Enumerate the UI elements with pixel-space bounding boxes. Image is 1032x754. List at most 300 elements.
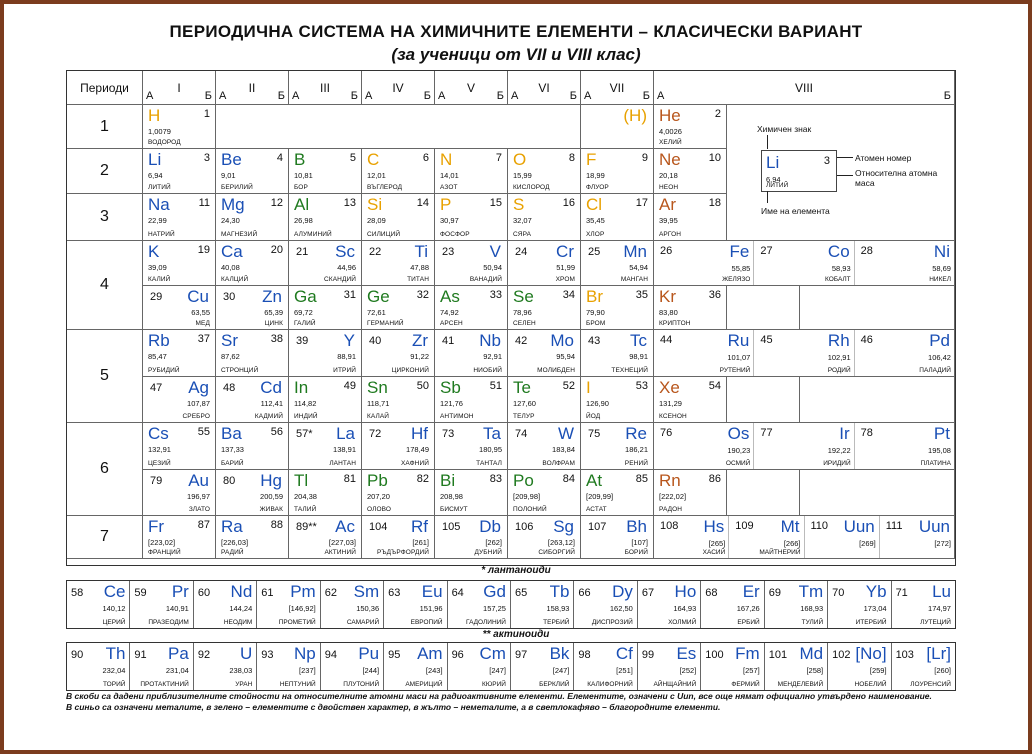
element-name: ПРОМЕТИЙ xyxy=(278,619,316,626)
element-symbol: O xyxy=(513,150,527,169)
element-name: ХОЛМИЙ xyxy=(668,619,697,626)
element-symbol: Ho xyxy=(674,582,697,601)
element-cell-rf xyxy=(362,516,435,559)
element-mass: 208,98 xyxy=(440,492,463,501)
element-name: ХАФНИЙ xyxy=(400,460,429,467)
element-mass: 20,18 xyxy=(659,171,678,180)
element-symbol: Mt xyxy=(780,517,800,536)
element-number: 95 xyxy=(388,649,401,661)
element-symbol: Md xyxy=(799,644,824,663)
element-symbol: Ti xyxy=(414,242,428,261)
element-name: ЕРБИЙ xyxy=(737,619,760,626)
element-cell-co xyxy=(753,241,853,285)
element-name: ЖИВАК xyxy=(259,506,283,513)
element-symbol: Ta xyxy=(483,424,501,443)
element-cell-be xyxy=(216,149,289,194)
element-cell-kr xyxy=(654,286,727,330)
element-number: 67 xyxy=(641,587,655,599)
subgroup-b-label: Б xyxy=(642,90,650,102)
element-mass: 190,23 xyxy=(727,446,751,455)
element-name: СИЛИЦИЙ xyxy=(367,231,401,238)
element-symbol: Ir xyxy=(839,424,850,443)
element-cell-ra xyxy=(216,516,289,559)
element-name: ВОДОРОД xyxy=(148,139,181,146)
element-number: 59 xyxy=(134,587,147,599)
element-number: 4 xyxy=(276,152,283,164)
element-name: АМЕРИЦИЙ xyxy=(405,681,443,688)
element-mass: [244] xyxy=(362,666,380,675)
element-cell-ba xyxy=(216,423,289,470)
element-name: ИТЕРБИЙ xyxy=(855,619,887,626)
element-number: 75 xyxy=(588,428,601,440)
element-cell-cm xyxy=(448,643,511,690)
element-mass: 173,04 xyxy=(863,604,887,613)
element-cell-zr xyxy=(362,330,435,377)
element-number: 60 xyxy=(197,587,211,599)
element-symbol: C xyxy=(367,150,380,169)
element-cell-md xyxy=(765,643,828,690)
element-cell-lr xyxy=(892,643,955,690)
element-cell-uun xyxy=(804,516,879,558)
element-symbol: Es xyxy=(676,644,697,663)
element-cell-rb xyxy=(143,330,216,377)
element-mass: [266] xyxy=(783,539,801,548)
element-number: 86 xyxy=(708,473,721,485)
element-cell-bh xyxy=(581,516,654,559)
element-mass: 88,91 xyxy=(337,352,356,361)
element-name: ТЕХНЕЦИЙ xyxy=(611,367,648,374)
element-mass: 126,90 xyxy=(586,399,609,408)
element-symbol: Tc xyxy=(630,331,647,350)
element-number: 106 xyxy=(515,521,534,533)
element-mass: 112,41 xyxy=(260,399,283,408)
element-symbol: Zn xyxy=(262,287,282,306)
element-name: РЪДЪРФОРДИЙ xyxy=(376,549,429,556)
element-cell-tl xyxy=(289,470,362,516)
element-name: ЦИНК xyxy=(264,320,283,327)
element-mass: [257] xyxy=(743,666,760,675)
element-name: МАГНЕЗИЙ xyxy=(221,231,258,238)
element-symbol: Si xyxy=(367,195,383,214)
element-name: РАДИЙ xyxy=(221,549,244,556)
element-cell-h xyxy=(581,105,654,149)
element-mass: [237] xyxy=(299,666,316,675)
element-number: 28 xyxy=(860,245,873,257)
element-symbol: Mg xyxy=(221,195,245,214)
element-symbol: Bh xyxy=(626,517,647,536)
element-number: 45 xyxy=(760,334,773,346)
element-cell-es xyxy=(638,643,701,690)
element-cell-o xyxy=(508,149,581,194)
element-symbol: Hs xyxy=(703,517,725,536)
element-mass: 39,09 xyxy=(148,263,167,272)
period-6: 6 xyxy=(67,423,143,516)
element-number: 58 xyxy=(71,587,84,599)
element-number: 57* xyxy=(296,428,313,440)
element-mass: [243] xyxy=(425,666,443,675)
element-number: 68 xyxy=(705,587,718,599)
element-name: АКТИНИЙ xyxy=(324,549,356,556)
element-symbol: Br xyxy=(586,287,603,306)
element-symbol: Rf xyxy=(411,517,428,536)
element-number: 102 xyxy=(832,649,851,661)
element-number: 7 xyxy=(495,152,502,164)
element-symbol: Tb xyxy=(549,582,570,601)
element-mass: 196,97 xyxy=(187,492,210,501)
element-mass: 54,94 xyxy=(629,263,648,272)
element-name: ГАДОЛИНИЙ xyxy=(465,619,506,626)
element-mass: [226,03] xyxy=(221,538,249,547)
element-cell-sm xyxy=(321,581,384,628)
element-symbol: Eu xyxy=(421,582,443,601)
element-number: 37 xyxy=(197,333,210,345)
element-number: 89** xyxy=(296,521,317,533)
element-name: АЗОТ xyxy=(440,184,458,191)
element-cell-te xyxy=(508,377,581,423)
element-cell-sr xyxy=(216,330,289,377)
element-symbol: Rn xyxy=(659,471,681,490)
element-number: 55 xyxy=(197,426,210,438)
element-mass: 92,91 xyxy=(483,352,502,361)
element-mass: 95,94 xyxy=(556,352,575,361)
period-4: 4 xyxy=(67,241,143,330)
element-name: ТАЛИЙ xyxy=(294,506,317,513)
element-number: 35 xyxy=(635,289,648,301)
element-number: 85 xyxy=(635,473,648,485)
element-symbol: Rb xyxy=(148,331,170,350)
element-symbol: Xe xyxy=(659,378,680,397)
element-number: 44 xyxy=(660,334,673,346)
element-mass: 78,96 xyxy=(513,308,532,317)
element-name: ДИСПРОЗИЙ xyxy=(591,619,633,626)
element-cell-v xyxy=(435,241,508,286)
element-cell-db xyxy=(435,516,508,559)
element-name: ПОЛОНИЙ xyxy=(513,506,547,513)
element-number: 34 xyxy=(562,289,575,301)
element-symbol: Y xyxy=(343,331,355,350)
subgroup-a-label: А xyxy=(219,90,227,102)
element-name: СРЕБРО xyxy=(182,413,210,420)
element-cell-at xyxy=(581,470,654,516)
element-name: ИТРИЙ xyxy=(333,367,356,374)
triad-row-5 xyxy=(654,241,955,286)
element-mass: [258] xyxy=(806,666,824,675)
element-cell-pd xyxy=(854,330,954,376)
element-mass: [222,02] xyxy=(659,492,687,501)
element-name: ФЛУОР xyxy=(586,184,609,191)
triad-row-9 xyxy=(654,423,955,470)
element-cell-al xyxy=(289,194,362,241)
element-cell-w xyxy=(508,423,581,470)
element-mass: 6,94 xyxy=(148,171,163,180)
element-cell-cf xyxy=(574,643,637,690)
element-name: СИБОРГИЙ xyxy=(538,549,575,556)
empty-cell xyxy=(800,377,955,423)
element-name: ОСМИЙ xyxy=(725,460,751,467)
element-number: 26 xyxy=(660,245,673,257)
footnotes xyxy=(66,691,966,713)
element-number: 43 xyxy=(588,335,601,347)
element-name: ЕВРОПИЙ xyxy=(410,619,443,626)
element-symbol: Cu xyxy=(187,287,209,306)
element-name: КОБАЛТ xyxy=(825,276,851,283)
subgroup-a-label: А xyxy=(146,90,154,102)
element-number: 23 xyxy=(442,246,455,258)
element-symbol: Pa xyxy=(168,644,189,663)
element-symbol: At xyxy=(586,471,603,490)
element-name: СКАНДИЙ xyxy=(324,276,356,283)
element-mass: [259] xyxy=(869,666,887,675)
element-symbol: Ar xyxy=(659,195,676,214)
page-title: ПЕРИОДИЧНА СИСТЕМА НА ХИМИЧНИТЕ ЕЛЕМЕНТИ – КЛАСИЧЕСКИ ВАРИАНТ xyxy=(169,22,863,41)
element-mass: 157,25 xyxy=(483,604,506,613)
element-mass: [263,12] xyxy=(547,538,575,547)
element-symbol: P xyxy=(440,195,452,214)
footnote-colors: В синьо са означени металите, в зелено – елементите с двойствен характер, в жълто – неметалите, а в светлокафяво – благородните елементи. xyxy=(66,702,721,712)
element-symbol: As xyxy=(440,287,460,306)
element-mass: 127,60 xyxy=(513,399,536,408)
element-symbol: Re xyxy=(625,424,647,443)
element-number: 1 xyxy=(203,108,210,120)
element-mass: 26,98 xyxy=(294,216,313,225)
element-mass: 87,62 xyxy=(221,352,240,361)
page-subtitle: (за ученици от VII и VIII клас) xyxy=(391,45,641,64)
element-mass: 58,93 xyxy=(831,264,851,273)
element-cell-ir xyxy=(753,423,853,469)
element-cell-po xyxy=(508,470,581,516)
element-number: 22 xyxy=(369,246,382,258)
element-number: 40 xyxy=(369,335,382,347)
group-number: I xyxy=(177,81,181,95)
element-cell-h xyxy=(143,105,216,149)
element-cell-as xyxy=(435,286,508,330)
actinides-label: ** актиноиди xyxy=(482,629,550,640)
element-symbol: Pm xyxy=(290,582,316,601)
legend-pointer-line xyxy=(837,175,853,176)
element-number: 17 xyxy=(635,197,648,209)
element-cell-b xyxy=(289,149,362,194)
element-symbol: Ra xyxy=(221,517,243,536)
element-symbol: Pr xyxy=(171,582,189,601)
element-cell-mg xyxy=(216,194,289,241)
group-number: VI xyxy=(538,81,550,95)
subgroup-a-label: А xyxy=(657,90,665,102)
element-name: ТЕРБИЙ xyxy=(543,619,570,626)
group-header-II xyxy=(216,71,289,105)
subgroup-b-label: Б xyxy=(350,90,358,102)
element-number: 90 xyxy=(71,649,84,661)
element-symbol: N xyxy=(440,150,453,169)
element-mass: 30,97 xyxy=(440,216,459,225)
element-number: 38 xyxy=(270,333,283,345)
legend-symbol-label: Химичен знак xyxy=(757,124,812,134)
element-number: 93 xyxy=(261,649,274,661)
element-mass: 106,42 xyxy=(928,353,951,362)
element-number: 84 xyxy=(562,473,575,485)
element-number: 11 xyxy=(198,197,210,209)
element-symbol: Cf xyxy=(615,644,633,663)
element-name: КАДМИЙ xyxy=(254,413,283,420)
element-name: ВОЛФРАМ xyxy=(542,460,575,467)
element-cell-k xyxy=(143,241,216,286)
element-name: НИКЕЛ xyxy=(929,276,951,283)
element-cell-yb xyxy=(828,581,891,628)
element-cell-s xyxy=(508,194,581,241)
element-mass: [272] xyxy=(934,539,951,548)
element-cell-uun xyxy=(879,516,954,558)
element-mass: 50,94 xyxy=(483,263,502,272)
element-name: БЕРИЛИЙ xyxy=(221,184,253,191)
element-mass: 58,69 xyxy=(932,264,951,273)
element-name: КАЛИФОРНИЙ xyxy=(587,681,633,688)
element-symbol: In xyxy=(294,378,309,397)
element-number: 10 xyxy=(708,152,721,164)
element-name: НАТРИЙ xyxy=(148,231,175,238)
element-cell-gd xyxy=(448,581,511,628)
element-name: ПРАЗЕОДИМ xyxy=(148,619,189,626)
element-mass: 51,99 xyxy=(556,263,575,272)
element-mass: 74,92 xyxy=(440,308,459,317)
element-number: 39 xyxy=(296,335,309,347)
element-symbol: W xyxy=(557,424,574,443)
element-cell-nb xyxy=(435,330,508,377)
element-name: ЦЕЗИЙ xyxy=(148,460,171,467)
element-symbol: Ga xyxy=(294,287,317,306)
element-symbol: Os xyxy=(727,424,750,443)
element-name: КРИПТОН xyxy=(659,320,691,327)
element-cell-sb xyxy=(435,377,508,423)
empty-cell xyxy=(727,470,800,516)
element-name: ПЛУТОНИЙ xyxy=(343,681,380,688)
element-name: РЕНИЙ xyxy=(624,460,648,467)
element-number: 16 xyxy=(562,197,575,209)
actinides-row xyxy=(66,642,956,691)
element-cell-ag xyxy=(143,377,216,423)
element-mass: 162,50 xyxy=(609,604,633,613)
element-symbol: Db xyxy=(479,517,501,536)
element-number: 5 xyxy=(349,152,356,164)
element-number: 91 xyxy=(134,649,147,661)
element-symbol: Sc xyxy=(335,242,355,261)
element-symbol: Ca xyxy=(221,242,243,261)
element-symbol: Pt xyxy=(933,424,950,443)
element-mass: [262] xyxy=(485,538,502,547)
element-symbol: Se xyxy=(513,287,534,306)
element-symbol: Mo xyxy=(550,331,574,350)
group-number: VIII xyxy=(794,81,813,95)
element-symbol: Be xyxy=(221,150,242,169)
legend-sample-number: 3 xyxy=(823,155,830,167)
element-name: БОРИЙ xyxy=(624,549,648,556)
element-mass: 39,95 xyxy=(659,216,678,225)
element-symbol: Al xyxy=(294,195,310,214)
element-mass: 12,01 xyxy=(367,171,386,180)
element-number: 50 xyxy=(416,380,429,392)
element-mass: [227,03] xyxy=(328,538,356,547)
element-cell-eu xyxy=(384,581,447,628)
subgroup-a-label: А xyxy=(511,90,519,102)
element-cell-th xyxy=(67,643,130,690)
element-name: МАЙТНЕРИЙ xyxy=(759,549,801,556)
element-mass: 9,01 xyxy=(221,171,236,180)
element-mass: 232,04 xyxy=(102,666,126,675)
legend-number-label: Атомен номер xyxy=(855,153,912,163)
element-symbol: (H) xyxy=(623,106,647,125)
element-name: АРГОН xyxy=(659,231,682,238)
element-cell-ho xyxy=(638,581,701,628)
element-name: ЛОУРЕНСИЙ xyxy=(910,681,951,688)
element-number: 20 xyxy=(270,244,283,256)
element-name: ЛУТЕЦИЙ xyxy=(920,619,951,626)
element-name: ВЪГЛЕРОД xyxy=(367,184,403,191)
group-number: V xyxy=(466,81,475,95)
element-name: РАДОН xyxy=(659,506,683,513)
element-mass: 138,91 xyxy=(333,445,356,454)
element-number: 53 xyxy=(635,380,648,392)
element-mass: 101,07 xyxy=(727,353,751,362)
element-number: 80 xyxy=(223,475,236,487)
element-mass: 167,26 xyxy=(736,604,760,613)
element-symbol: Gd xyxy=(483,582,506,601)
element-symbol: U xyxy=(240,644,253,663)
element-cell-cd xyxy=(216,377,289,423)
element-cell-rh xyxy=(753,330,853,376)
element-cell-re xyxy=(581,423,654,470)
period1-gap xyxy=(216,105,581,149)
element-number: 48 xyxy=(223,382,236,394)
element-number: 83 xyxy=(489,473,502,485)
element-mass: 180,95 xyxy=(479,445,502,454)
element-cell-sg xyxy=(508,516,581,559)
empty-cell xyxy=(727,377,800,423)
element-mass: 192,22 xyxy=(827,446,851,455)
element-symbol: La xyxy=(336,424,355,443)
element-name: ВАНАДИЙ xyxy=(469,276,502,283)
element-mass: [261] xyxy=(412,538,429,547)
element-cell-ta xyxy=(435,423,508,470)
element-cell-li xyxy=(143,149,216,194)
element-mass: 10,81 xyxy=(294,171,313,180)
element-symbol: Lu xyxy=(932,582,951,601)
period-3: 3 xyxy=(67,194,143,241)
element-number: 63 xyxy=(388,587,401,599)
element-symbol: Np xyxy=(293,644,316,663)
element-mass: 18,99 xyxy=(586,171,605,180)
element-symbol: Cl xyxy=(586,195,603,214)
element-number: 18 xyxy=(708,197,721,209)
element-symbol: Ru xyxy=(727,331,750,350)
element-cell-ce xyxy=(67,581,130,628)
element-number: 101 xyxy=(768,649,788,661)
element-symbol: Er xyxy=(742,582,760,601)
element-mass: 131,29 xyxy=(659,399,682,408)
element-symbol: Co xyxy=(827,242,850,261)
element-mass: 114,82 xyxy=(294,399,317,408)
period-7: 7 xyxy=(67,516,143,559)
element-name: ГАЛИЙ xyxy=(294,320,316,327)
element-mass: 164,93 xyxy=(673,604,697,613)
element-number: 105 xyxy=(442,521,461,533)
element-cell-fm xyxy=(701,643,764,690)
element-mass: [269] xyxy=(859,539,876,548)
element-symbol: Ce xyxy=(103,582,126,601)
element-symbol: Sm xyxy=(353,582,380,601)
element-cell-cs xyxy=(143,423,216,470)
element-name: НЕПТУНИЙ xyxy=(279,681,316,688)
element-number: 78 xyxy=(860,427,873,439)
group-header-III xyxy=(289,71,362,105)
element-symbol: Zr xyxy=(411,331,428,350)
